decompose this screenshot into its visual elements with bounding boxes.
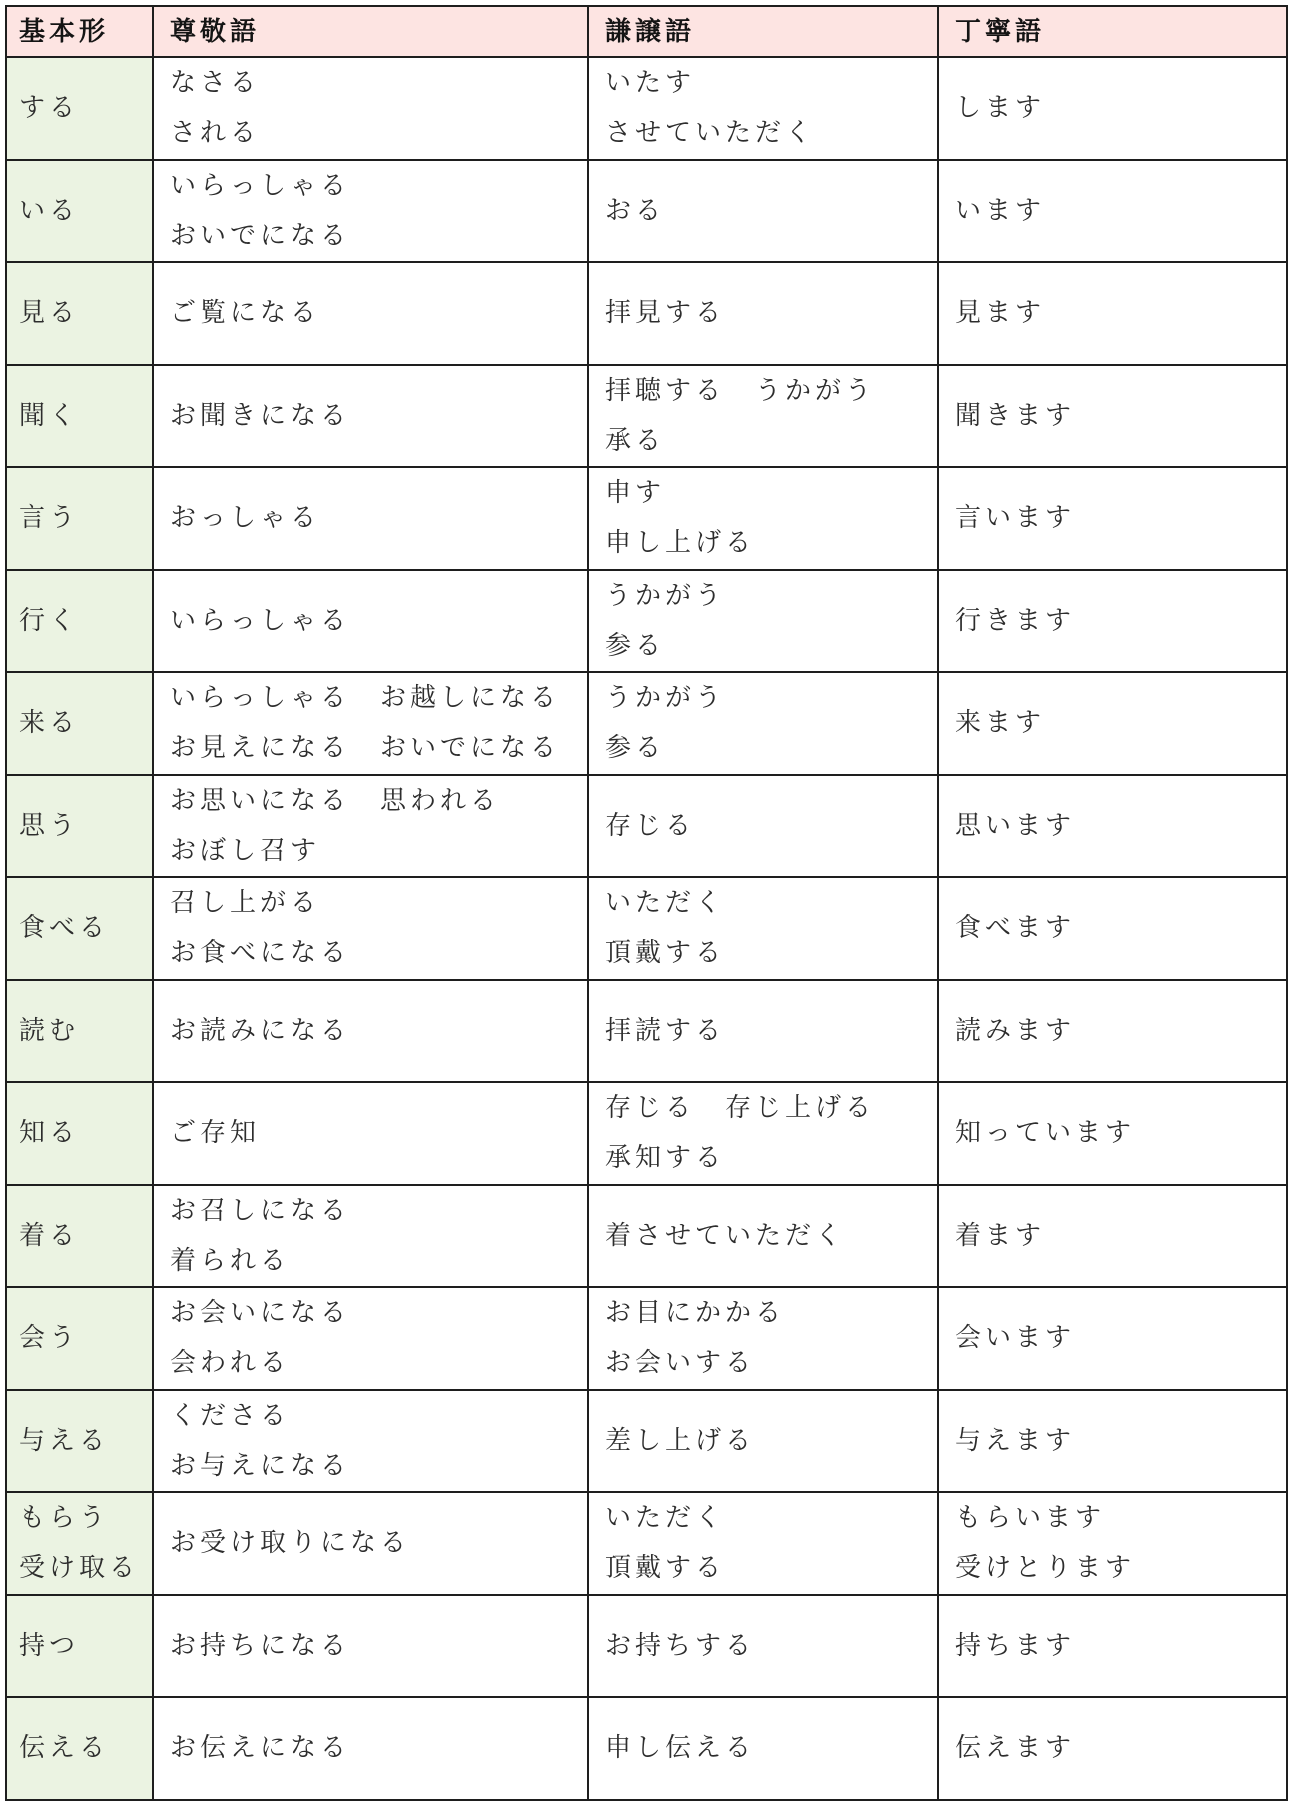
kenjougo-text: 存じる 存じ上げる	[605, 1093, 876, 1124]
teineigo-cell	[938, 672, 1287, 775]
header-teineigo: 丁寧語	[938, 6, 1287, 57]
base-form-text: する	[19, 93, 80, 124]
kenjougo-text: 参る	[605, 733, 666, 764]
teineigo-cell	[938, 1082, 1287, 1185]
table-row	[6, 467, 1287, 570]
teineigo-cell	[938, 980, 1287, 1083]
sonkeigo-text: される	[170, 118, 261, 149]
teineigo-text: 読みます	[955, 1015, 1076, 1046]
kenjougo-text: 申す	[605, 478, 666, 509]
sonkeigo-cell	[153, 1287, 588, 1390]
sonkeigo-text: ご存知	[170, 1118, 261, 1149]
teineigo-cell	[938, 160, 1287, 263]
teineigo-cell	[938, 877, 1287, 980]
kenjougo-text: おる	[605, 195, 666, 226]
base-form-cell	[6, 877, 153, 980]
teineigo-text: 知っています	[955, 1118, 1136, 1149]
sonkeigo-text: お伝えになる	[170, 1733, 351, 1764]
base-form-text: 聞く	[19, 400, 80, 431]
kenjougo-cell	[588, 775, 938, 878]
base-form-text: 伝える	[19, 1733, 110, 1764]
sonkeigo-text: お会いになる	[170, 1298, 351, 1329]
kenjougo-text: お持ちする	[605, 1630, 756, 1661]
kenjougo-cell	[588, 1287, 938, 1390]
sonkeigo-cell	[153, 1595, 588, 1698]
sonkeigo-cell	[153, 775, 588, 878]
table-row	[6, 262, 1287, 365]
sonkeigo-cell	[153, 365, 588, 468]
sonkeigo-text: いらっしゃる お越しになる	[170, 683, 561, 714]
base-form-text: 言う	[19, 503, 80, 534]
base-form-cell	[6, 1492, 153, 1595]
sonkeigo-cell	[153, 877, 588, 980]
sonkeigo-cell	[153, 262, 588, 365]
teineigo-text: 伝えます	[955, 1733, 1076, 1764]
table-row	[6, 1697, 1287, 1800]
base-form-text: 持つ	[19, 1630, 80, 1661]
base-form-cell	[6, 672, 153, 775]
sonkeigo-text: お思いになる 思われる	[170, 785, 501, 816]
kenjougo-text: お会いする	[605, 1348, 756, 1379]
sonkeigo-cell	[153, 672, 588, 775]
kenjougo-text: 参る	[605, 630, 666, 661]
sonkeigo-cell	[153, 570, 588, 673]
teineigo-text: 持ちます	[955, 1630, 1076, 1661]
sonkeigo-text: いらっしゃる	[170, 605, 351, 636]
table-row	[6, 672, 1287, 775]
sonkeigo-cell	[153, 160, 588, 263]
table-row	[6, 1390, 1287, 1493]
sonkeigo-text: お持ちになる	[170, 1630, 351, 1661]
base-form-cell	[6, 1697, 153, 1800]
sonkeigo-text: 着られる	[170, 1245, 291, 1276]
kenjougo-cell	[588, 672, 938, 775]
base-form-text: 受け取る	[19, 1553, 140, 1584]
base-form-text: 来る	[19, 708, 80, 739]
teineigo-cell	[938, 1697, 1287, 1800]
table-row	[6, 1185, 1287, 1288]
base-form-cell	[6, 1287, 153, 1390]
teineigo-text: 思います	[955, 810, 1076, 841]
sonkeigo-text: お与えになる	[170, 1450, 351, 1481]
sonkeigo-text: お読みになる	[170, 1015, 351, 1046]
base-form-text: 与える	[19, 1425, 110, 1456]
teineigo-cell	[938, 262, 1287, 365]
kenjougo-cell	[588, 57, 938, 160]
sonkeigo-text: お受け取りになる	[170, 1528, 411, 1559]
table-row	[6, 1595, 1287, 1698]
sonkeigo-cell	[153, 1697, 588, 1800]
table-row	[6, 1287, 1287, 1390]
teineigo-cell	[938, 775, 1287, 878]
table-row	[6, 160, 1287, 263]
kenjougo-text: いたす	[605, 68, 696, 99]
base-form-cell	[6, 980, 153, 1083]
kenjougo-text: 着させていただく	[605, 1220, 846, 1251]
base-form-text: もらう	[19, 1503, 110, 1534]
table-row	[6, 877, 1287, 980]
teineigo-cell	[938, 467, 1287, 570]
kenjougo-text: 存じる	[605, 810, 696, 841]
table-row	[6, 1492, 1287, 1595]
teineigo-cell	[938, 570, 1287, 673]
teineigo-text: 聞きます	[955, 400, 1076, 431]
teineigo-cell	[938, 365, 1287, 468]
base-form-cell	[6, 160, 153, 263]
teineigo-text: 言います	[955, 503, 1076, 534]
teineigo-cell	[938, 1185, 1287, 1288]
base-form-cell	[6, 57, 153, 160]
table-row	[6, 775, 1287, 878]
sonkeigo-text: おぼし召す	[170, 835, 321, 866]
sonkeigo-cell	[153, 1185, 588, 1288]
teineigo-text: もらいます	[955, 1503, 1106, 1534]
kenjougo-cell	[588, 1390, 938, 1493]
kenjougo-cell	[588, 1492, 938, 1595]
kenjougo-text: 承知する	[605, 1143, 726, 1174]
sonkeigo-cell	[153, 467, 588, 570]
teineigo-text: 会います	[955, 1323, 1076, 1354]
teineigo-text: 見ます	[955, 298, 1046, 329]
base-form-text: 食べる	[19, 913, 110, 944]
teineigo-cell	[938, 57, 1287, 160]
table-row	[6, 570, 1287, 673]
teineigo-text: います	[955, 195, 1046, 226]
base-form-text: 着る	[19, 1220, 80, 1251]
base-form-cell	[6, 1185, 153, 1288]
sonkeigo-text: 召し上がる	[170, 888, 321, 919]
kenjougo-cell	[588, 1185, 938, 1288]
sonkeigo-text: 会われる	[170, 1348, 291, 1379]
base-form-cell	[6, 262, 153, 365]
teineigo-text: 受けとります	[955, 1553, 1136, 1584]
teineigo-text: 行きます	[955, 605, 1076, 636]
kenjougo-text: 拝見する	[605, 298, 726, 329]
header-sonkeigo: 尊敬語	[153, 6, 588, 57]
base-form-text: 知る	[19, 1118, 80, 1149]
kenjougo-text: 差し上げる	[605, 1425, 756, 1456]
sonkeigo-cell	[153, 1082, 588, 1185]
kenjougo-cell	[588, 877, 938, 980]
sonkeigo-text: いらっしゃる	[170, 170, 351, 201]
kenjougo-text: お目にかかる	[605, 1298, 786, 1329]
kenjougo-text: 頂戴する	[605, 938, 726, 969]
teineigo-cell	[938, 1595, 1287, 1698]
sonkeigo-text: くださる	[170, 1400, 291, 1431]
base-form-cell	[6, 775, 153, 878]
base-form-text: 読む	[19, 1015, 80, 1046]
kenjougo-text: いただく	[605, 888, 726, 919]
base-form-cell	[6, 1082, 153, 1185]
base-form-text: 見る	[19, 298, 80, 329]
kenjougo-text: 頂戴する	[605, 1553, 726, 1584]
kenjougo-text: 拝聴する うかがう	[605, 375, 876, 406]
table-row	[6, 365, 1287, 468]
teineigo-cell	[938, 1287, 1287, 1390]
kenjougo-cell	[588, 980, 938, 1083]
table-row	[6, 1082, 1287, 1185]
teineigo-cell	[938, 1390, 1287, 1493]
header-base-form: 基本形	[6, 6, 153, 57]
kenjougo-text: 申し伝える	[605, 1733, 756, 1764]
kenjougo-cell	[588, 1697, 938, 1800]
sonkeigo-cell	[153, 1390, 588, 1493]
table-row	[6, 57, 1287, 160]
base-form-text: 会う	[19, 1323, 80, 1354]
sonkeigo-text: ご覧になる	[170, 298, 321, 329]
kenjougo-text: 申し上げる	[605, 528, 756, 559]
keigo-table	[5, 5, 1288, 1801]
base-form-cell	[6, 1390, 153, 1493]
sonkeigo-text: なさる	[170, 68, 261, 99]
header-row	[6, 6, 1287, 57]
teineigo-cell	[938, 1492, 1287, 1595]
kenjougo-text: うかがう	[605, 580, 726, 611]
sonkeigo-text: おいでになる	[170, 220, 351, 251]
kenjougo-text: 拝読する	[605, 1015, 726, 1046]
teineigo-text: 食べます	[955, 913, 1076, 944]
sonkeigo-cell	[153, 57, 588, 160]
teineigo-text: します	[955, 93, 1046, 124]
base-form-cell	[6, 365, 153, 468]
teineigo-text: 与えます	[955, 1425, 1076, 1456]
kenjougo-cell	[588, 570, 938, 673]
teineigo-text: 着ます	[955, 1220, 1046, 1251]
base-form-cell	[6, 570, 153, 673]
base-form-text: いる	[19, 195, 80, 226]
sonkeigo-text: お召しになる	[170, 1195, 351, 1226]
sonkeigo-text: お見えになる おいでになる	[170, 733, 561, 764]
kenjougo-text: 承る	[605, 425, 666, 456]
kenjougo-text: うかがう	[605, 683, 726, 714]
sonkeigo-text: お聞きになる	[170, 400, 351, 431]
sonkeigo-cell	[153, 1492, 588, 1595]
sonkeigo-text: お食べになる	[170, 938, 351, 969]
kenjougo-cell	[588, 262, 938, 365]
base-form-text: 思う	[19, 810, 80, 841]
kenjougo-cell	[588, 160, 938, 263]
kenjougo-text: させていただく	[605, 118, 816, 149]
kenjougo-cell	[588, 1595, 938, 1698]
kenjougo-cell	[588, 365, 938, 468]
kenjougo-text: いただく	[605, 1503, 726, 1534]
sonkeigo-cell	[153, 980, 588, 1083]
base-form-cell	[6, 467, 153, 570]
sonkeigo-text: おっしゃる	[170, 503, 321, 534]
base-form-text: 行く	[19, 605, 80, 636]
base-form-cell	[6, 1595, 153, 1698]
header-kenjougo: 謙譲語	[588, 6, 938, 57]
kenjougo-cell	[588, 1082, 938, 1185]
kenjougo-cell	[588, 467, 938, 570]
table-row	[6, 980, 1287, 1083]
teineigo-text: 来ます	[955, 708, 1046, 739]
